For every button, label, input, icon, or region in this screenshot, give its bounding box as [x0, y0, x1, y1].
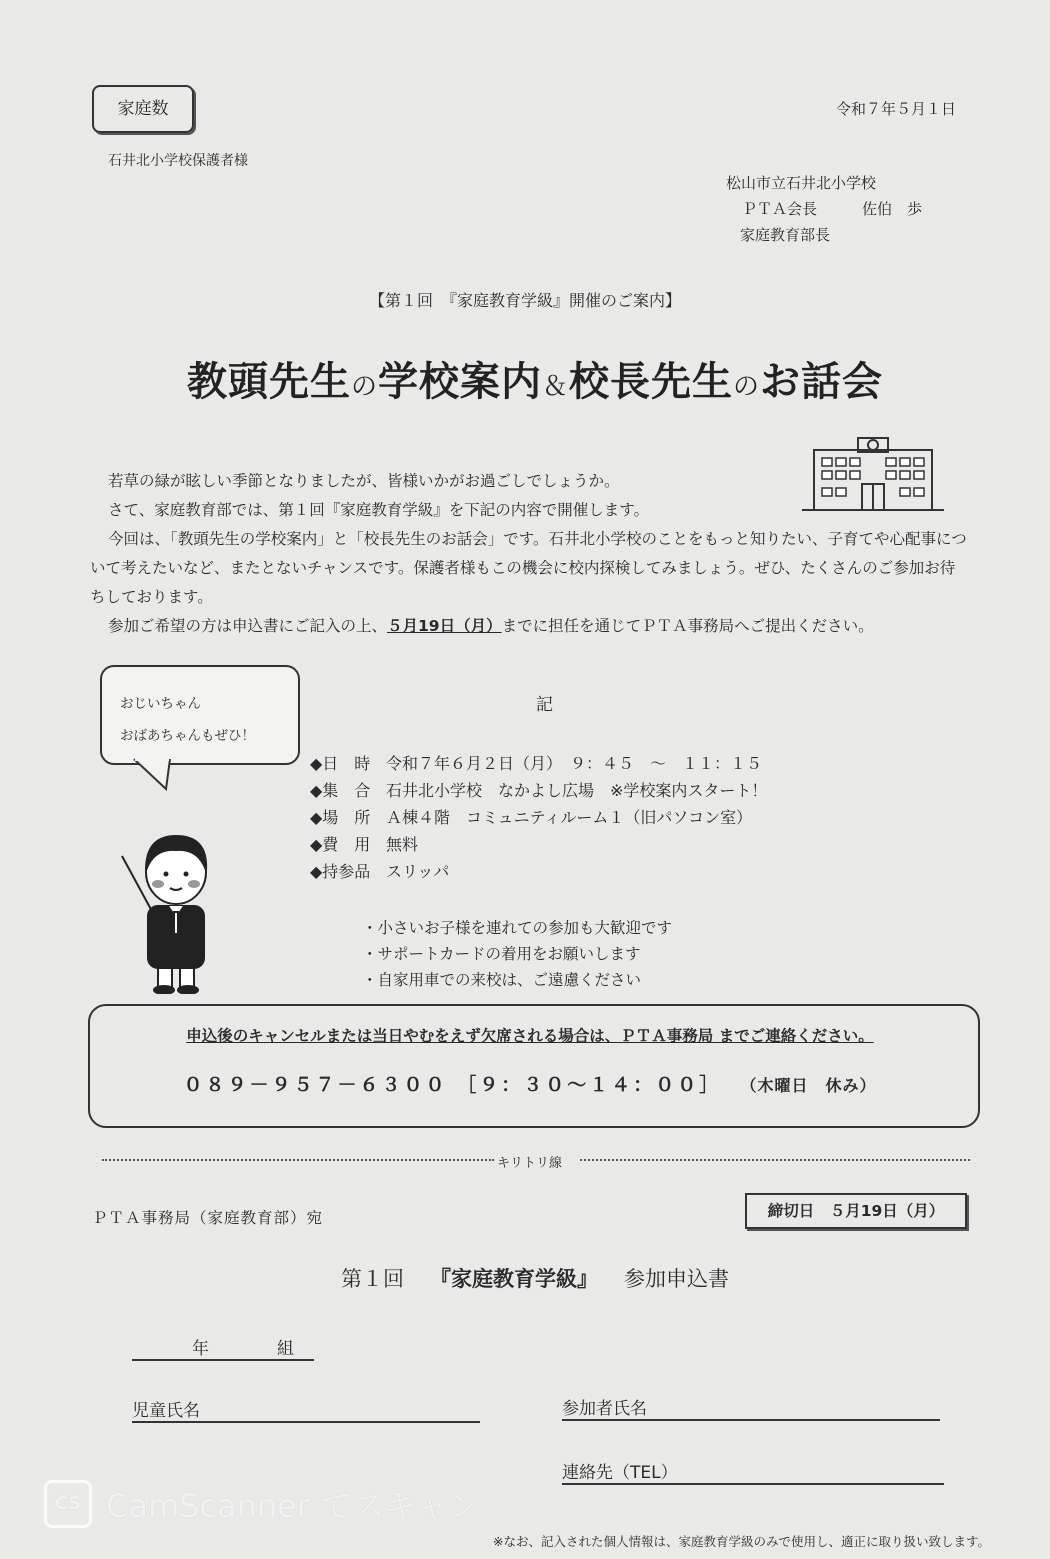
sender-block — [726, 170, 922, 248]
detail-label: ◆費 用 — [310, 835, 371, 854]
watermark-text: CamScanner でスキャン — [106, 1487, 481, 1525]
notes-list — [362, 915, 672, 993]
title-part: 学校案内 — [377, 359, 542, 405]
form-title-part: 第１回 — [341, 1267, 404, 1291]
detail-row-meeting-point — [310, 777, 767, 804]
note-item: ・自家用車での来校は、ご遠慮ください — [362, 971, 642, 989]
teacher-with-pointer-icon — [118, 826, 228, 994]
detail-row-fee — [310, 831, 767, 858]
grade-class-field[interactable]: 年 組 — [132, 1334, 314, 1361]
detail-value: Ａ棟４階 コミュニティルーム１（旧パソコン室） — [386, 808, 753, 827]
sender-department-head: 家庭教育部長 — [740, 226, 831, 244]
issue-date: 令和７年５月１日 — [835, 100, 956, 118]
body-paragraph — [90, 612, 970, 641]
detail-label: ◆場 所 — [310, 808, 371, 827]
participant-name-field[interactable]: 参加者氏名 — [562, 1394, 940, 1421]
cut-line — [102, 1152, 970, 1171]
form-title-part: 参加申込書 — [624, 1267, 729, 1291]
title-part: の — [733, 372, 761, 402]
submission-text: までに担任を通じてＰＴＡ事務局へご提出ください。 — [501, 617, 874, 635]
detail-row-datetime — [310, 750, 767, 777]
speech-bubble-tail — [130, 757, 190, 791]
ki-heading: 記 — [536, 695, 553, 715]
camscanner-logo-icon: CS — [44, 1480, 92, 1528]
cut-line-dots — [580, 1159, 970, 1161]
detail-row-items — [310, 858, 767, 885]
body-paragraph: 若草の緑が眩しい季節となりましたが、皆様いかがお過ごしでしょうか。 — [108, 472, 620, 490]
invitation-body — [90, 467, 970, 641]
cut-line-dots — [102, 1159, 494, 1161]
household-count-stamp: 家庭数 — [92, 85, 194, 133]
privacy-notice: ※なお、記入された個人情報は、家庭教育学級のみで使用し、適正に取り扱い致します。 — [493, 1534, 990, 1549]
event-details — [310, 750, 767, 885]
contact-hours: ［９：３０～１４：００］ — [457, 1074, 722, 1096]
note-item: ・小さいお子様を連れての参加も大歓迎です — [362, 919, 673, 937]
detail-row-venue — [310, 804, 767, 831]
page-title — [0, 350, 1050, 407]
deadline-badge: 締切日 ５月19日（月） — [745, 1193, 967, 1229]
form-title — [0, 1263, 1050, 1293]
contact-line — [0, 1070, 1050, 1097]
cancel-notice: 申込後のキャンセルまたは当日やむをえず欠席される場合は、ＰＴＡ事務局 までご連絡ください。 — [186, 1027, 874, 1045]
addressee: 石井北小学校保護者様 — [108, 153, 248, 169]
speech-bubble-text — [120, 688, 255, 752]
contact-tel-field[interactable]: 連絡先（TEL） — [562, 1458, 944, 1485]
event-subtitle: 【第１回 『家庭教育学級』開催のご案内】 — [368, 291, 681, 310]
contact-closed-day: （木曜日 休み） — [740, 1076, 877, 1095]
detail-value: 石井北小学校 なかよし広場 ※学校案内スタート！ — [386, 781, 768, 800]
detail-value: スリッパ — [386, 862, 450, 881]
detail-value: 令和７年６月２日（月） ９：４５ ～ １１：１５ — [386, 754, 763, 773]
detail-value: 無料 — [386, 835, 419, 854]
detail-label: ◆持参品 — [310, 862, 371, 881]
contact-box — [88, 1004, 980, 1128]
bubble-line: おじいちゃん — [120, 696, 201, 712]
bubble-line: おばあちゃんもぜひ！ — [120, 728, 255, 744]
form-recipient: ＰＴＡ事務局（家庭教育部）宛 — [92, 1209, 324, 1227]
detail-label: ◆日 時 — [310, 754, 371, 773]
title-part: の — [350, 372, 378, 402]
title-part: ＆ — [541, 372, 569, 402]
note-item: ・サポートカードの着用をお願いします — [362, 945, 641, 963]
detail-label: ◆集 合 — [310, 781, 371, 800]
child-name-field[interactable]: 児童氏名 — [132, 1396, 480, 1423]
camscanner-watermark — [44, 1480, 480, 1528]
submission-text: 参加ご希望の方は申込書にご記入の上、 — [108, 617, 388, 635]
cut-line-label: キリトリ線 — [494, 1152, 565, 1171]
sender-pta-president: ＰＴＡ会長 佐伯 歩 — [742, 200, 923, 218]
body-paragraph: 今回は、「教頭先生の学校案内」と「校長先生のお話会」です。石井北小学校のことをもっと知りたい、子育てや心配事について考えたいなど、またとないチャンスです。保護者様もこの機会に校内探検してみましょう。ぜひ、たくさんのご参加お待ちしております。 — [90, 530, 967, 606]
title-part: 校長先生 — [569, 359, 733, 405]
contact-phone: ０８９－９５７－６３００ — [183, 1074, 448, 1096]
title-part: 教頭先生 — [186, 359, 351, 405]
submission-deadline: ５月19日（月） — [387, 617, 502, 635]
title-part: お話会 — [760, 359, 884, 405]
sender-school: 松山市立石井北小学校 — [726, 174, 877, 192]
form-title-part: 『家庭教育学級』 — [430, 1267, 598, 1291]
body-paragraph: さて、家庭教育部では、第１回『家庭教育学級』を下記の内容で開催します。 — [108, 501, 649, 519]
